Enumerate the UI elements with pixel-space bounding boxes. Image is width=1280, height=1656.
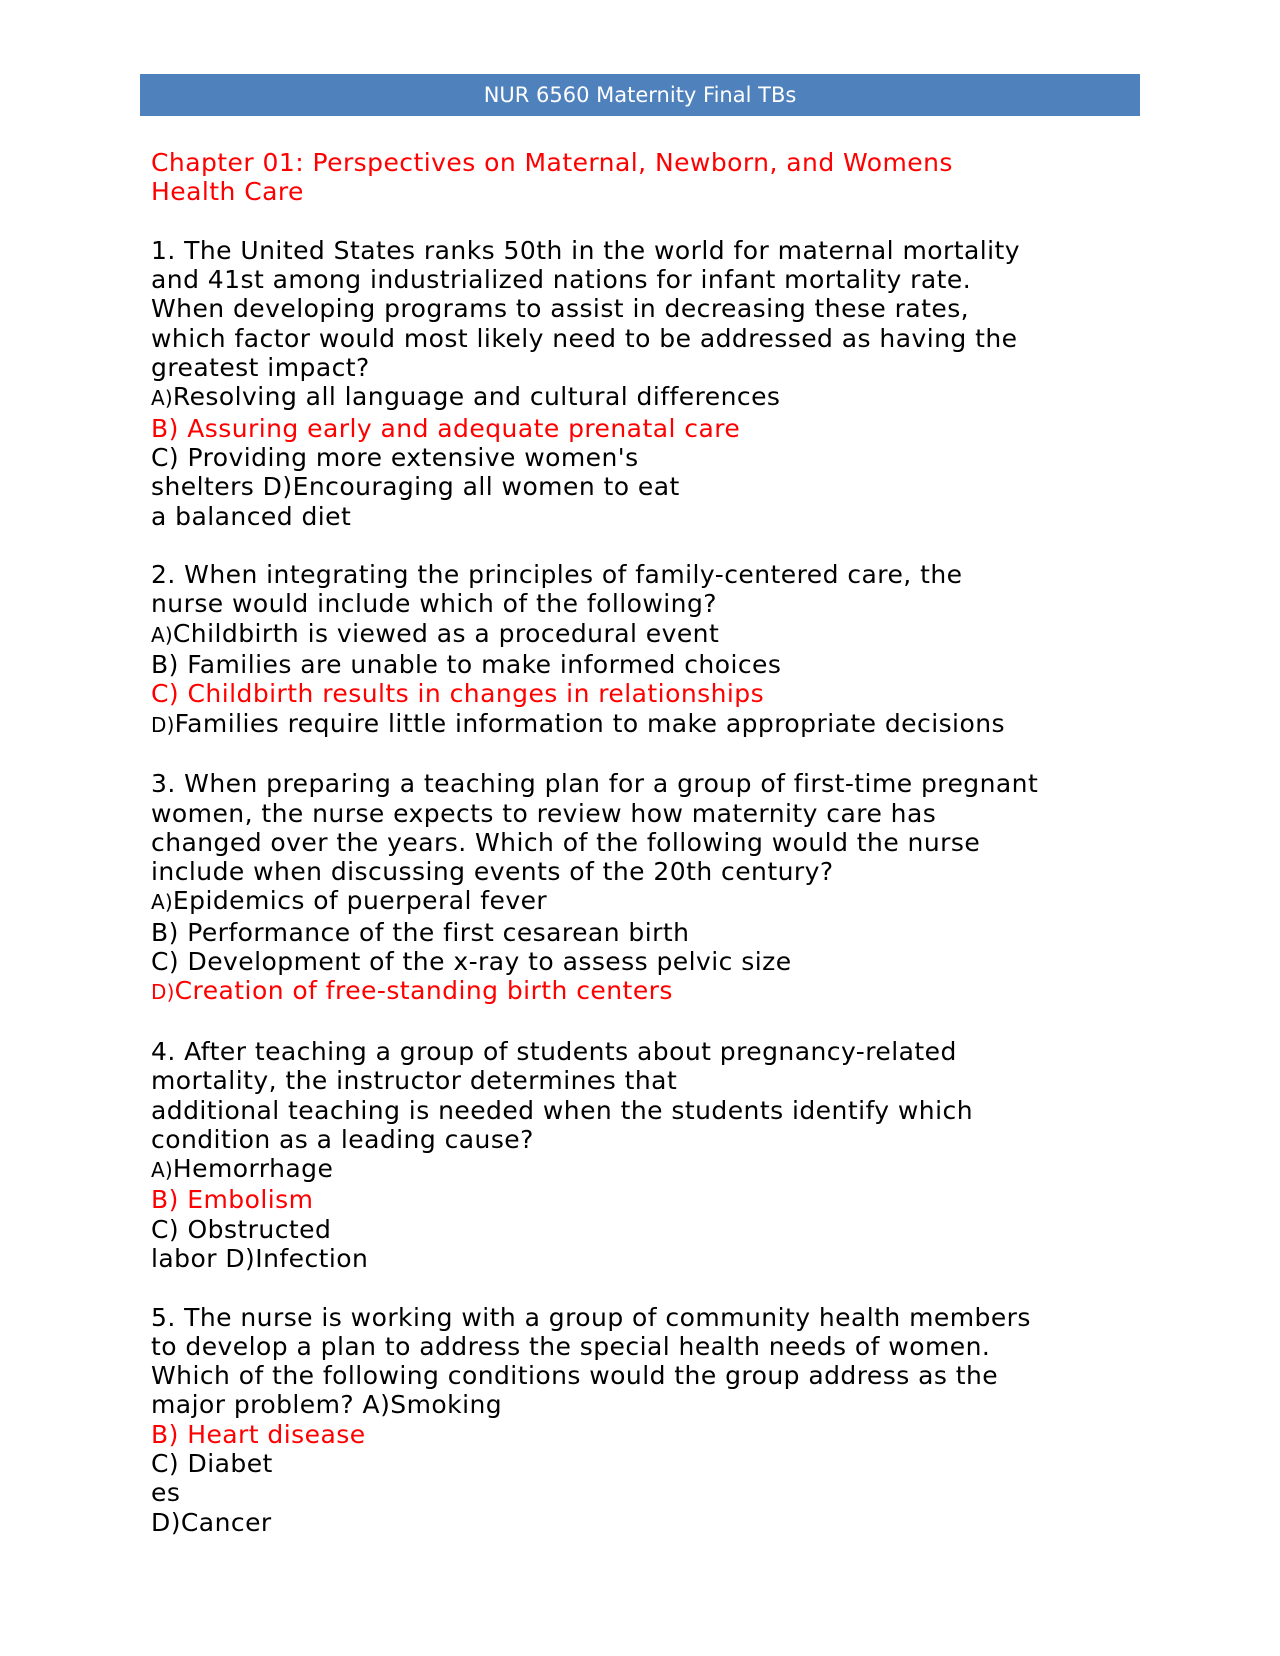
option-prefix: A) <box>151 890 173 915</box>
answer-option-d <box>151 709 1131 740</box>
question-stem-line: women, the nurse expects to review how maternity care has <box>151 798 937 828</box>
answer-option-a <box>151 886 1131 917</box>
question-3 <box>151 769 1131 1007</box>
question-stem-line: major problem? A)Smoking <box>151 1390 503 1420</box>
question-stem-line: greatest impact? <box>151 353 370 383</box>
option-text: Hemorrhage <box>172 1154 334 1184</box>
option-prefix: A) <box>151 386 173 411</box>
question-stem-line: include when discussing events of the 20th century? <box>151 857 834 887</box>
answer-option-c-correct: C) Childbirth results in changes in relationships <box>151 679 765 709</box>
question-stem-line: Which of the following conditions would the group address as the <box>151 1361 999 1391</box>
page-header-bar <box>140 74 1140 116</box>
option-prefix: D) <box>151 980 175 1005</box>
answer-option-d-correct <box>151 976 1131 1007</box>
document-body <box>151 148 1131 1566</box>
answer-option-c: C) Obstructed <box>151 1214 332 1244</box>
answer-option-c: C) Diabet <box>151 1449 273 1479</box>
question-1 <box>151 236 1131 531</box>
answer-option-b-correct: B) Heart disease <box>151 1419 366 1449</box>
answer-option-a <box>151 619 1131 650</box>
option-text: Families require little information to make appropriate decisions <box>174 708 1005 738</box>
option-text: Creation of free-standing birth centers <box>174 976 673 1006</box>
answer-option-c-d: shelters D)Encouraging all women to eat <box>151 472 680 502</box>
answer-option-c-continued: es <box>151 1478 181 1508</box>
answer-option-a <box>151 1154 1131 1185</box>
question-stem-line: which factor would most likely need to be addressed as having the <box>151 323 1018 353</box>
answer-option-c-d: labor D)Infection <box>151 1243 369 1273</box>
question-stem-line: and 41st among industrialized nations for infant mortality rate. <box>151 265 972 295</box>
answer-option-a <box>151 382 1131 413</box>
question-stem-line: 4. After teaching a group of students about pregnancy-related <box>151 1036 957 1066</box>
answer-option-b-correct: B) Assuring early and adequate prenatal care <box>151 413 741 443</box>
question-stem-line: When developing programs to assist in decreasing these rates, <box>151 294 970 324</box>
option-text: Childbirth is viewed as a procedural event <box>172 618 720 648</box>
chapter-title-line: Health Care <box>151 177 304 207</box>
answer-option-d: D)Cancer <box>151 1507 272 1537</box>
answer-option-d: a balanced diet <box>151 501 352 531</box>
question-4 <box>151 1037 1131 1273</box>
question-stem-line: 1. The United States ranks 50th in the world for maternal mortality <box>151 235 1021 265</box>
question-5 <box>151 1303 1131 1537</box>
header-title: NUR 6560 Maternity Final TBs <box>483 83 797 107</box>
question-stem-line: changed over the years. Which of the following would the nurse <box>151 827 981 857</box>
answer-option-c: C) Development of the x-ray to assess pelvic size <box>151 947 792 977</box>
question-stem-line: 5. The nurse is working with a group of community health members <box>151 1302 1031 1332</box>
option-prefix: A) <box>151 1158 173 1183</box>
question-stem-line: 3. When preparing a teaching plan for a group of first-time pregnant <box>151 769 1039 799</box>
chapter-title <box>151 148 1131 207</box>
answer-option-b: B) Performance of the first cesarean birth <box>151 917 690 947</box>
question-stem-line: condition as a leading cause? <box>151 1124 534 1154</box>
option-text: Resolving all language and cultural differences <box>172 382 781 412</box>
question-stem-line: to develop a plan to address the special health needs of women. <box>151 1331 991 1361</box>
question-stem-line: mortality, the instructor determines that <box>151 1066 678 1096</box>
question-stem-line: additional teaching is needed when the students identify which <box>151 1095 973 1125</box>
question-stem-line: nurse would include which of the following? <box>151 589 717 619</box>
option-text: Epidemics of puerperal fever <box>172 886 548 916</box>
option-prefix: D) <box>151 712 175 737</box>
chapter-title-line: Chapter 01: Perspectives on Maternal, Newborn, and Womens <box>151 148 953 177</box>
answer-option-b-correct: B) Embolism <box>151 1185 314 1215</box>
answer-option-b: B) Families are unable to make informed choices <box>151 650 782 680</box>
question-2 <box>151 560 1131 740</box>
option-prefix: A) <box>151 622 173 647</box>
answer-option-c: C) Providing more extensive women's <box>151 442 639 472</box>
question-stem-line: 2. When integrating the principles of family-centered care, the <box>151 560 963 590</box>
